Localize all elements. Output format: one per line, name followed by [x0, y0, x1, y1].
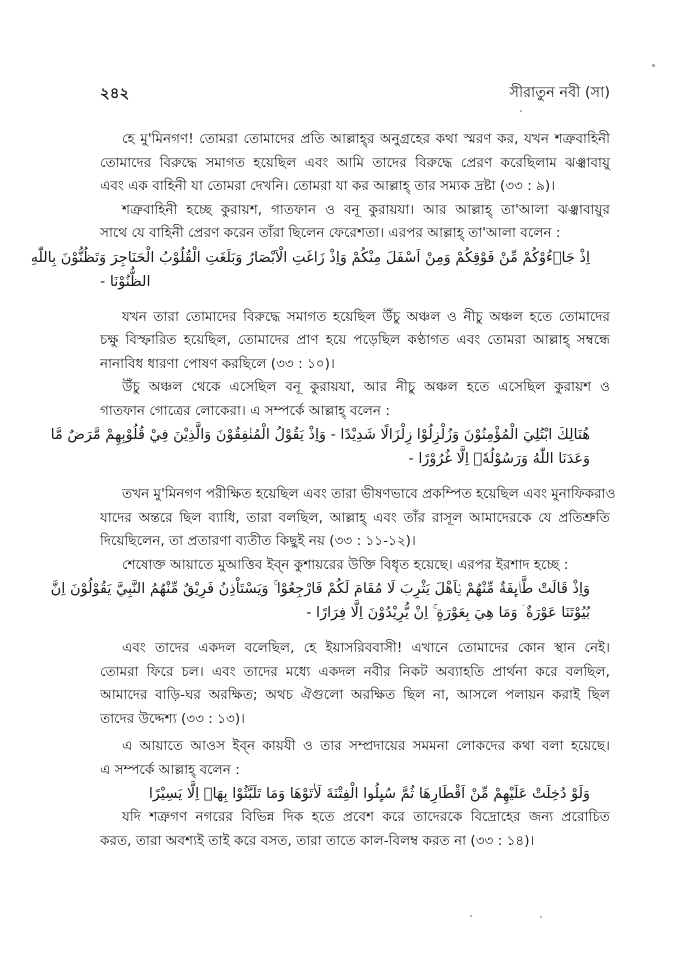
arabic-line: وَعَدَنَا اللّٰهُ وَرَسُوْلُهٗۤ اِلَّا غُرُوْرًا - [408, 451, 590, 467]
arabic-line: هُنَالِكَ ابْتُلِيَ الْمُؤْمِنُوْنَ وَزُلْزِلُوْا زِلْزَالًا شَدِيْدًا - وَاِذْ يَقُوْلُ الْمُنٰفِقُوْنَ وَالَّذِيْنَ فِيْ قُلُوْبِهِمْ مَّرَضٌ مَّا [50, 427, 590, 443]
arabic-line: وَاِذْ قَالَتْ طَّاۤىِٕفَةٌ مِّنْهُمْ يٰۤاَهْلَ يَثْرِبَ لَا مُقَامَ لَكُمْ فَارْجِعُوْا ۚ وَيَسْتَاْذِنُ فَرِيْقٌ مِّنْهُمُ النَّبِيَّ يَقُوْلُوْنَ اِنَّ [50, 581, 590, 597]
text-line: শত্রুবাহিনী হচ্ছে কুরায়শ, গাতফান ও বনূ কুরায়যা। আর আল্লাহ্‌ তা'আলা ঝঞ্ঝাবায়ুর [122, 201, 610, 218]
scan-speck [520, 110, 522, 112]
scan-speck [540, 916, 542, 918]
text-line: উঁচু অঞ্চল থেকে এসেছিল বনূ কুরায়যা, আর নীচু অঞ্চল হতে এসেছিল কুরায়শ ও [122, 379, 610, 395]
paragraph-translation-33-9 [100, 128, 610, 199]
text-line: যখন তারা তোমাদের বিরুদ্ধে সমাগত হয়েছিল উঁচু অঞ্চল ও নীচু অঞ্চল হতে তোমাদের [122, 308, 610, 325]
arabic-verse-33-11-12 [50, 423, 610, 471]
arabic-line: اِذْ جَاۤءُوْكُمْ مِّنْ فَوْقِكُمْ وَمِنْ اَسْفَلَ مِنْكُمْ وَاِذْ زَاغَتِ الْاَبْصَارُ وَبَلَغَتِ الْقُلُوْبُ الْحَنَاجِرَ وَتَظُنُّوْنَ بِاللّٰهِ [30, 249, 590, 266]
arabic-line: الظُّنُوْنَا - [100, 273, 151, 290]
arabic-verse-33-13 [50, 577, 610, 625]
paragraph-translation-33-14 [100, 806, 610, 853]
paragraph-translation-33-10 [100, 306, 610, 377]
arabic-line: بُيُوْتَنَا عَوْرَةٌ ۛ وَمَا هِيَ بِعَوْرَةٍ ۚ اِنْ يُّرِيْدُوْنَ اِلَّا فِرَارًا - [306, 605, 590, 621]
page-header [100, 82, 610, 104]
text-line: নানাবিধ ধারণা পোষণ করছিলে (৩৩ : ১০)। [100, 355, 335, 372]
text-line: এ সম্পর্কে আল্লাহ্‌ বলেন : [100, 761, 240, 778]
text-line: আমাদের বাড়ি-ঘর অরক্ষিত; অথচ ঐগুলো অরক্ষিত ছিল না, আসলে পলায়ন করাই ছিল [100, 687, 610, 703]
page-body [30, 128, 616, 853]
text-line: হে মু'মিনগণ! তোমরা তোমাদের প্রতি আল্লাহ্‌র অনুগ্রহের কথা স্মরণ কর, যখন শত্রুবাহিনী [122, 131, 610, 147]
text-line: গাতফান গোত্রের লোকেরা। এ সম্পর্কে আল্লাহ্‌ বলেন : [100, 402, 390, 419]
page-number: ২৪২ [100, 84, 130, 102]
text-line: তোমাদের বিরুদ্ধে সমাগত হয়েছিল এবং আমি তাদের বিরুদ্ধে প্রেরণ করেছিলাম ঝঞ্ঝাবায়ু [100, 154, 610, 171]
scan-speck [470, 915, 472, 917]
paragraph-translation-33-13 [100, 637, 610, 731]
text-line: তোমরা ফিরে চল। এবং তাদের মধ্যে একদল নবীর নিকট অব্যাহতি প্রার্থনা করে বলছিল, [100, 663, 610, 680]
arabic-line: وَلَوْ دُخِلَتْ عَلَيْهِمْ مِّنْ اَقْطَارِهَا ثُمَّ سُىِٕلُوا الْفِتْنَةَ لَاٰتَوْهَا وَمَا تَلَبَّثُوْا بِهَاۤ اِلَّا يَسِيْرًا [148, 786, 590, 802]
arabic-verse-33-10 [30, 246, 610, 294]
text-line: এ আয়াতে আওস ইব্‌ন কায়যী ও তার সম্প্রদায়ের সমমনা লোকদের কথা বলা হয়েছে। [122, 738, 610, 754]
text-line: শেষোক্ত আয়াতে মুআত্তিব ইব্‌ন কুশায়রের উক্তি বিধৃত হয়েছে। এরপর ইরশাদ হচ্ছে : [122, 556, 569, 573]
paragraph-commentary [100, 376, 610, 423]
text-line: এবং এক বাহিনী যা তোমরা দেখনি। তোমরা যা কর আল্লাহ্‌ তার সম্যক দ্রষ্টা (৩৩ : ৯)। [100, 178, 556, 194]
paragraph-translation-33-11-12 [100, 483, 616, 554]
paragraph-commentary [100, 554, 610, 578]
text-line: করত, তারা অবশ্যই তাই করে বসত, তারা তাতে কাল-বিলম্ব করত না (৩৩ : ১৪)। [100, 832, 535, 849]
text-line: এবং তাদের একদল বলেছিল, হে ইয়াসরিববাসী! এখানে তোমাদের কোন স্থান নেই। [122, 640, 610, 656]
text-line: সাথে যে বাহিনী প্রেরণ করেন তাঁরা ছিলেন ফেরেশতা। এরপর আল্লাহ্‌ তা'আলা বলেন : [100, 225, 561, 241]
text-line: তখন মু'মিনগণ পরীক্ষিত হয়েছিল এবং তারা ভীষণভাবে প্রকম্পিত হয়েছিল এবং মুনাফিকরাও [122, 486, 616, 502]
text-line: যাদের অন্তরে ছিল ব্যাধি, তারা বলছিল, আল্লাহ্‌ এবং তাঁর রাসূল আমাদেরকে যে প্রতিশ্রুতি [100, 509, 610, 526]
text-line: চক্ষু বিস্ফারিত হয়েছিল, তোমাদের প্রাণ হয়ে পড়েছিল কণ্ঠাগত এবং তোমরা আল্লাহ্‌ সম্বন্ধে [100, 332, 610, 348]
scan-speck [652, 64, 655, 67]
paragraph-commentary [100, 199, 610, 246]
text-line: তাদের উদ্দেশ্য (৩৩ : ১৩)। [100, 710, 245, 727]
paragraph-commentary [100, 735, 610, 782]
text-line: দিয়েছিলেন, তা প্রতারণা ব্যতীত কিছুই নয় (৩৩ : ১১-১২)। [100, 533, 416, 549]
arabic-verse-33-14 [100, 782, 610, 806]
running-title: সীরাতুন নবী (সা) [509, 85, 610, 101]
text-line: যদি শত্রুগণ নগরের বিভিন্ন দিক হতে প্রবেশ করে তাদেরকে বিদ্রোহের জন্য প্ররোচিত [122, 809, 610, 825]
